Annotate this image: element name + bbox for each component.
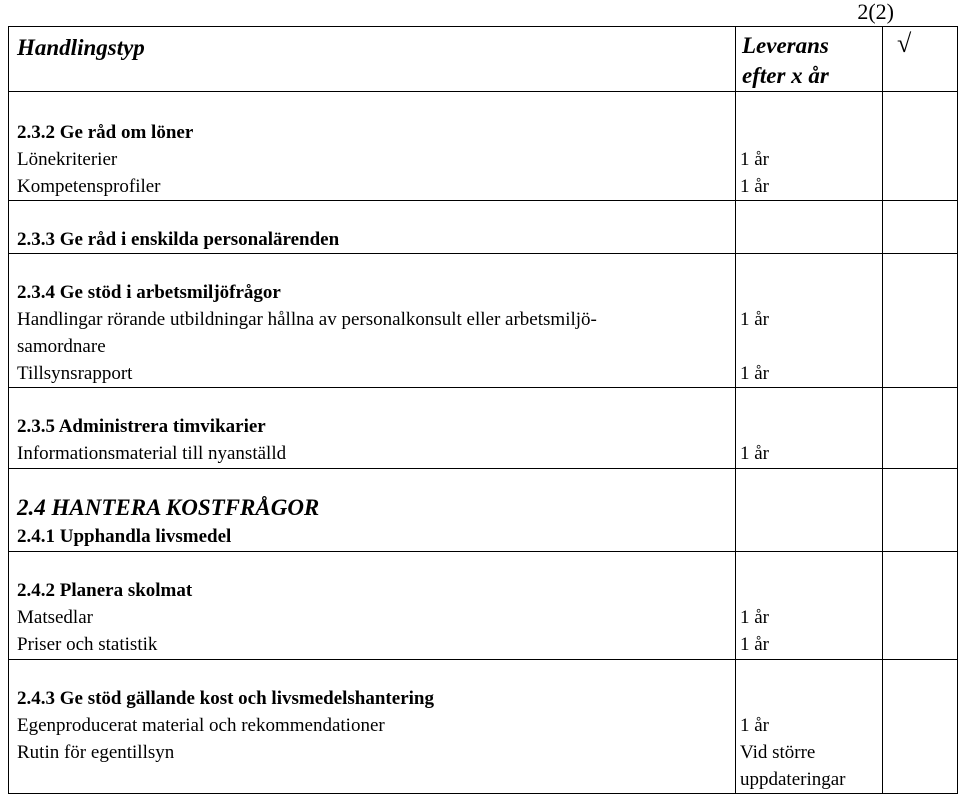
delivery-cell [736, 254, 883, 388]
delivery-cell [736, 552, 883, 660]
check-cell [883, 201, 958, 254]
delivery-cell [736, 469, 883, 552]
major-section-heading: 2.4 HANTERA KOSTFRÅGOR [17, 495, 320, 520]
list-item: Lönekriterier [17, 149, 118, 170]
list-item: Priser och statistik [17, 634, 158, 655]
section-235-cell [9, 388, 736, 469]
section-233-cell [9, 201, 736, 254]
delivery-value: 1 år [740, 634, 770, 655]
delivery-value: 1 år [740, 363, 770, 384]
section-heading: 2.3.4 Ge stöd i arbetsmiljöfrågor [17, 282, 281, 303]
delivery-value: 1 år [740, 309, 770, 330]
delivery-value: 1 år [740, 149, 770, 170]
delivery-value: 1 år [740, 443, 770, 464]
check-mark-icon: √ [897, 29, 912, 58]
check-cell [883, 388, 958, 469]
section-234-cell [9, 254, 736, 388]
check-cell [883, 552, 958, 660]
delivery-value: 1 år [740, 607, 770, 628]
header-delivery-line1: Leverans [742, 33, 829, 58]
table-row [9, 552, 958, 660]
check-cell [883, 660, 958, 794]
delivery-cell [736, 92, 883, 201]
section-heading: 2.4.1 Upphandla livsmedel [17, 526, 232, 547]
list-item: Handlingar rörande utbildningar hållna av personalkonsult eller arbetsmiljö- [17, 309, 597, 330]
table-row [9, 660, 958, 794]
list-item: Tillsynsrapport [17, 363, 133, 384]
delivery-cell [736, 388, 883, 469]
delivery-value: 1 år [740, 176, 770, 197]
table-row [9, 201, 958, 254]
section-heading: 2.4.2 Planera skolmat [17, 580, 193, 601]
delivery-cell [736, 201, 883, 254]
check-cell [883, 469, 958, 552]
header-delivery [736, 27, 882, 91]
table-row [9, 92, 958, 201]
header-delivery-line2: efter x år [742, 63, 829, 88]
header-delivery-cell [736, 27, 883, 92]
delivery-value-continuation: uppdateringar [740, 769, 846, 790]
section-242-cell [9, 552, 736, 660]
list-item: Egenproducerat material och rekommendationer [17, 715, 385, 736]
list-item: Matsedlar [17, 607, 93, 628]
header-title: Handlingstyp [17, 35, 145, 60]
records-table [8, 26, 958, 794]
section-24-cell [9, 469, 736, 552]
list-item: Rutin för egentillsyn [17, 742, 175, 763]
check-cell [883, 254, 958, 388]
page-number: 2(2) [857, 0, 894, 24]
section-heading: 2.3.5 Administrera timvikarier [17, 416, 266, 437]
section-heading: 2.3.3 Ge råd i enskilda personalärenden [17, 229, 340, 250]
table-row [9, 254, 958, 388]
delivery-value: Vid större [740, 742, 816, 763]
list-item-continuation: samordnare [17, 336, 106, 357]
section-243-cell [9, 660, 736, 794]
delivery-value: 1 år [740, 715, 770, 736]
section-heading: 2.3.2 Ge råd om löner [17, 122, 194, 143]
list-item: Kompetensprofiler [17, 176, 161, 197]
table-header-row [9, 27, 958, 92]
list-item: Informationsmaterial till nyanställd [17, 443, 287, 464]
table-row [9, 388, 958, 469]
header-check-cell [883, 27, 958, 92]
table-row [9, 469, 958, 552]
header-title-cell [9, 27, 736, 92]
check-cell [883, 92, 958, 201]
delivery-cell [736, 660, 883, 794]
section-heading: 2.4.3 Ge stöd gällande kost och livsmedelshantering [17, 688, 434, 709]
section-232-cell [9, 92, 736, 201]
